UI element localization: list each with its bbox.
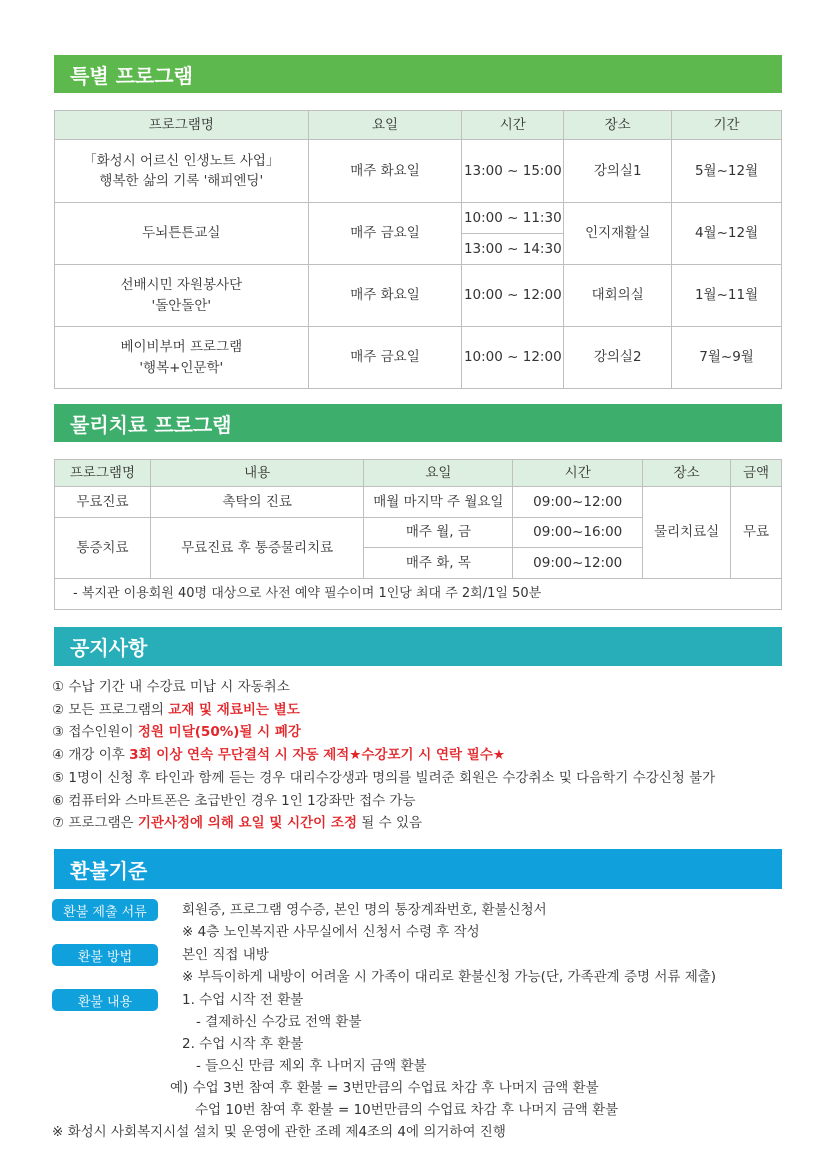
time-cell: 10:00 ~ 11:30 xyxy=(462,203,564,234)
header-day: 요일 xyxy=(308,111,462,140)
refund-content-text xyxy=(182,989,427,1077)
period-cell: 4월~12월 xyxy=(672,203,782,265)
refund-method-text xyxy=(182,944,716,988)
program-name-line: 행복한 삶의 기록 '해피엔딩' xyxy=(99,173,264,189)
day-cell: 매주 금요일 xyxy=(308,203,462,265)
place-cell: 대회의실 xyxy=(564,265,672,327)
refund-method-label: 환불 방법 xyxy=(52,944,158,966)
refund-content-line: 2. 수업 시작 후 환불 xyxy=(182,1036,304,1052)
table-row xyxy=(55,487,782,518)
table-row xyxy=(55,327,782,389)
refund-content-label: 환불 내용 xyxy=(52,989,158,1011)
notice-text: ③ 접수인원이 xyxy=(52,724,138,741)
table-header-row xyxy=(55,111,782,140)
notice-text: ④ 개강 이후 xyxy=(52,747,130,764)
program-name-cell: 두뇌튼튼교실 xyxy=(55,203,309,265)
notice-item xyxy=(52,699,792,722)
special-program-title: 특별 프로그램 xyxy=(54,55,782,93)
notice-text: ② 모든 프로그램의 xyxy=(52,701,169,718)
time-cell: 09:00~16:00 xyxy=(513,518,643,548)
program-name-line: '행복+인문학' xyxy=(139,359,224,376)
notice-item xyxy=(52,744,792,767)
refund-example xyxy=(170,1077,618,1121)
refund-content-line: - 들으신 만큼 제외 후 나머지 금액 환불 xyxy=(196,1058,427,1074)
notice-highlight: 정원 미달(50%)될 시 폐강 xyxy=(137,724,301,741)
program-name-line: '돌안돌안' xyxy=(151,297,212,314)
program-name-cell xyxy=(55,265,309,327)
refund-docs-label: 환불 제출 서류 xyxy=(52,899,158,921)
notice-item: ① 수납 기간 내 수강료 미납 시 자동취소 xyxy=(52,679,290,695)
refund-content-line: 1. 수업 시작 전 환불 xyxy=(182,992,304,1008)
header-content: 내용 xyxy=(150,460,364,487)
physio-note: - 복지관 이용회원 40명 대상으로 사전 예약 필수이며 1인당 최대 주 2회/1일 50분 xyxy=(55,579,782,610)
notice-item xyxy=(52,812,792,835)
period-cell: 1월~11월 xyxy=(672,265,782,327)
time-cell: 10:00 ~ 12:00 xyxy=(462,327,564,389)
time-cell: 09:00~12:00 xyxy=(513,548,643,579)
program-name-line: 베이비부머 프로그램 xyxy=(120,339,243,356)
notice-item xyxy=(52,721,792,744)
program-name-cell: 통증치료 xyxy=(55,518,151,579)
program-name-cell: 무료진료 xyxy=(55,487,151,518)
time-cell: 13:00 ~ 14:30 xyxy=(462,234,564,265)
program-name-cell xyxy=(55,140,309,203)
notices-title: 공지사항 xyxy=(54,627,782,666)
notice-text: 될 수 있음 xyxy=(357,815,423,832)
day-cell: 매주 화요일 xyxy=(308,140,462,203)
program-name-line: 「화성시 어르신 인생노트 사업」 xyxy=(83,152,280,169)
time-cell: 13:00 ~ 15:00 xyxy=(462,140,564,203)
notice-text: ⑦ 프로그램은 xyxy=(52,815,138,832)
table-row xyxy=(55,265,782,327)
notices-list xyxy=(52,676,792,835)
time-cell: 10:00 ~ 12:00 xyxy=(462,265,564,327)
table-row xyxy=(55,140,782,203)
notice-highlight: 기관사정에 의해 요일 및 시간이 조정 xyxy=(137,815,358,832)
day-cell: 매주 월, 금 xyxy=(364,518,513,548)
day-cell: 매주 금요일 xyxy=(308,327,462,389)
period-cell: 7월~9월 xyxy=(672,327,782,389)
header-price: 금액 xyxy=(731,460,782,487)
header-place: 장소 xyxy=(564,111,672,140)
place-cell: 인지재활실 xyxy=(564,203,672,265)
content-cell: 촉탁의 진료 xyxy=(150,487,364,518)
notice-highlight: 3회 이상 연속 무단결석 시 자동 제적★수강포기 시 연락 필수★ xyxy=(129,747,505,764)
refund-title: 환불기준 xyxy=(54,849,782,889)
header-place: 장소 xyxy=(643,460,731,487)
day-cell: 매월 마지막 주 월요일 xyxy=(364,487,513,518)
header-period: 기간 xyxy=(672,111,782,140)
program-name-cell xyxy=(55,327,309,389)
place-cell: 물리치료실 xyxy=(643,487,731,579)
place-cell: 강의실1 xyxy=(564,140,672,203)
notice-item: ⑥ 컴퓨터와 스마트폰은 초급반인 경우 1인 1강좌만 접수 가능 xyxy=(52,792,416,809)
table-header-row xyxy=(55,460,782,487)
refund-docs-text xyxy=(182,899,547,943)
physio-program-title: 물리치료 프로그램 xyxy=(54,404,782,442)
day-cell: 매주 화요일 xyxy=(308,265,462,327)
refund-docs-line: ※ 4층 노인복지관 사무실에서 신청서 수령 후 작성 xyxy=(182,924,480,940)
special-program-table xyxy=(54,110,782,389)
refund-content-line: - 결제하신 수강료 전액 환불 xyxy=(196,1014,362,1030)
program-name-line: 선배시민 자원봉사단 xyxy=(120,277,243,294)
price-cell: 무료 xyxy=(731,487,782,579)
refund-method-line: 본인 직접 내방 xyxy=(182,947,269,963)
header-time: 시간 xyxy=(462,111,564,140)
notice-item: ⑤ 1명이 신청 후 타인과 함께 듣는 경우 대리수강생과 명의를 빌려준 회원은 수강취소 및 다음학기 수강신청 불가 xyxy=(52,769,716,786)
refund-example-line: 수업 10번 참여 후 환불 = 10번만큼의 수업료 차감 후 나머지 금액 환불 xyxy=(195,1102,619,1118)
table-note-row xyxy=(55,579,782,610)
period-cell: 5월~12월 xyxy=(672,140,782,203)
header-program-name: 프로그램명 xyxy=(55,460,151,487)
refund-example-line: 예) 수업 3번 참여 후 환불 = 3번만큼의 수업료 차감 후 나머지 금액 환불 xyxy=(170,1080,599,1096)
header-time: 시간 xyxy=(513,460,643,487)
notice-highlight: 교재 및 재료비는 별도 xyxy=(168,701,300,718)
day-cell: 매주 화, 목 xyxy=(364,548,513,579)
refund-method-line: ※ 부득이하게 내방이 어려울 시 가족이 대리로 환불신청 가능(단, 가족관계 증명 서류 제출) xyxy=(182,969,717,985)
header-day: 요일 xyxy=(364,460,513,487)
place-cell: 강의실2 xyxy=(564,327,672,389)
physio-program-table xyxy=(54,459,782,610)
header-program-name: 프로그램명 xyxy=(55,111,309,140)
content-cell: 무료진료 후 통증물리치료 xyxy=(150,518,364,579)
refund-footer-note: ※ 화성시 사회복지시설 설치 및 운영에 관한 조례 제4조의 4에 의거하여 진행 xyxy=(52,1124,506,1140)
time-cell: 09:00~12:00 xyxy=(513,487,643,518)
refund-docs-line: 회원증, 프로그램 영수증, 본인 명의 통장계좌번호, 환불신청서 xyxy=(182,902,547,918)
table-row xyxy=(55,203,782,234)
